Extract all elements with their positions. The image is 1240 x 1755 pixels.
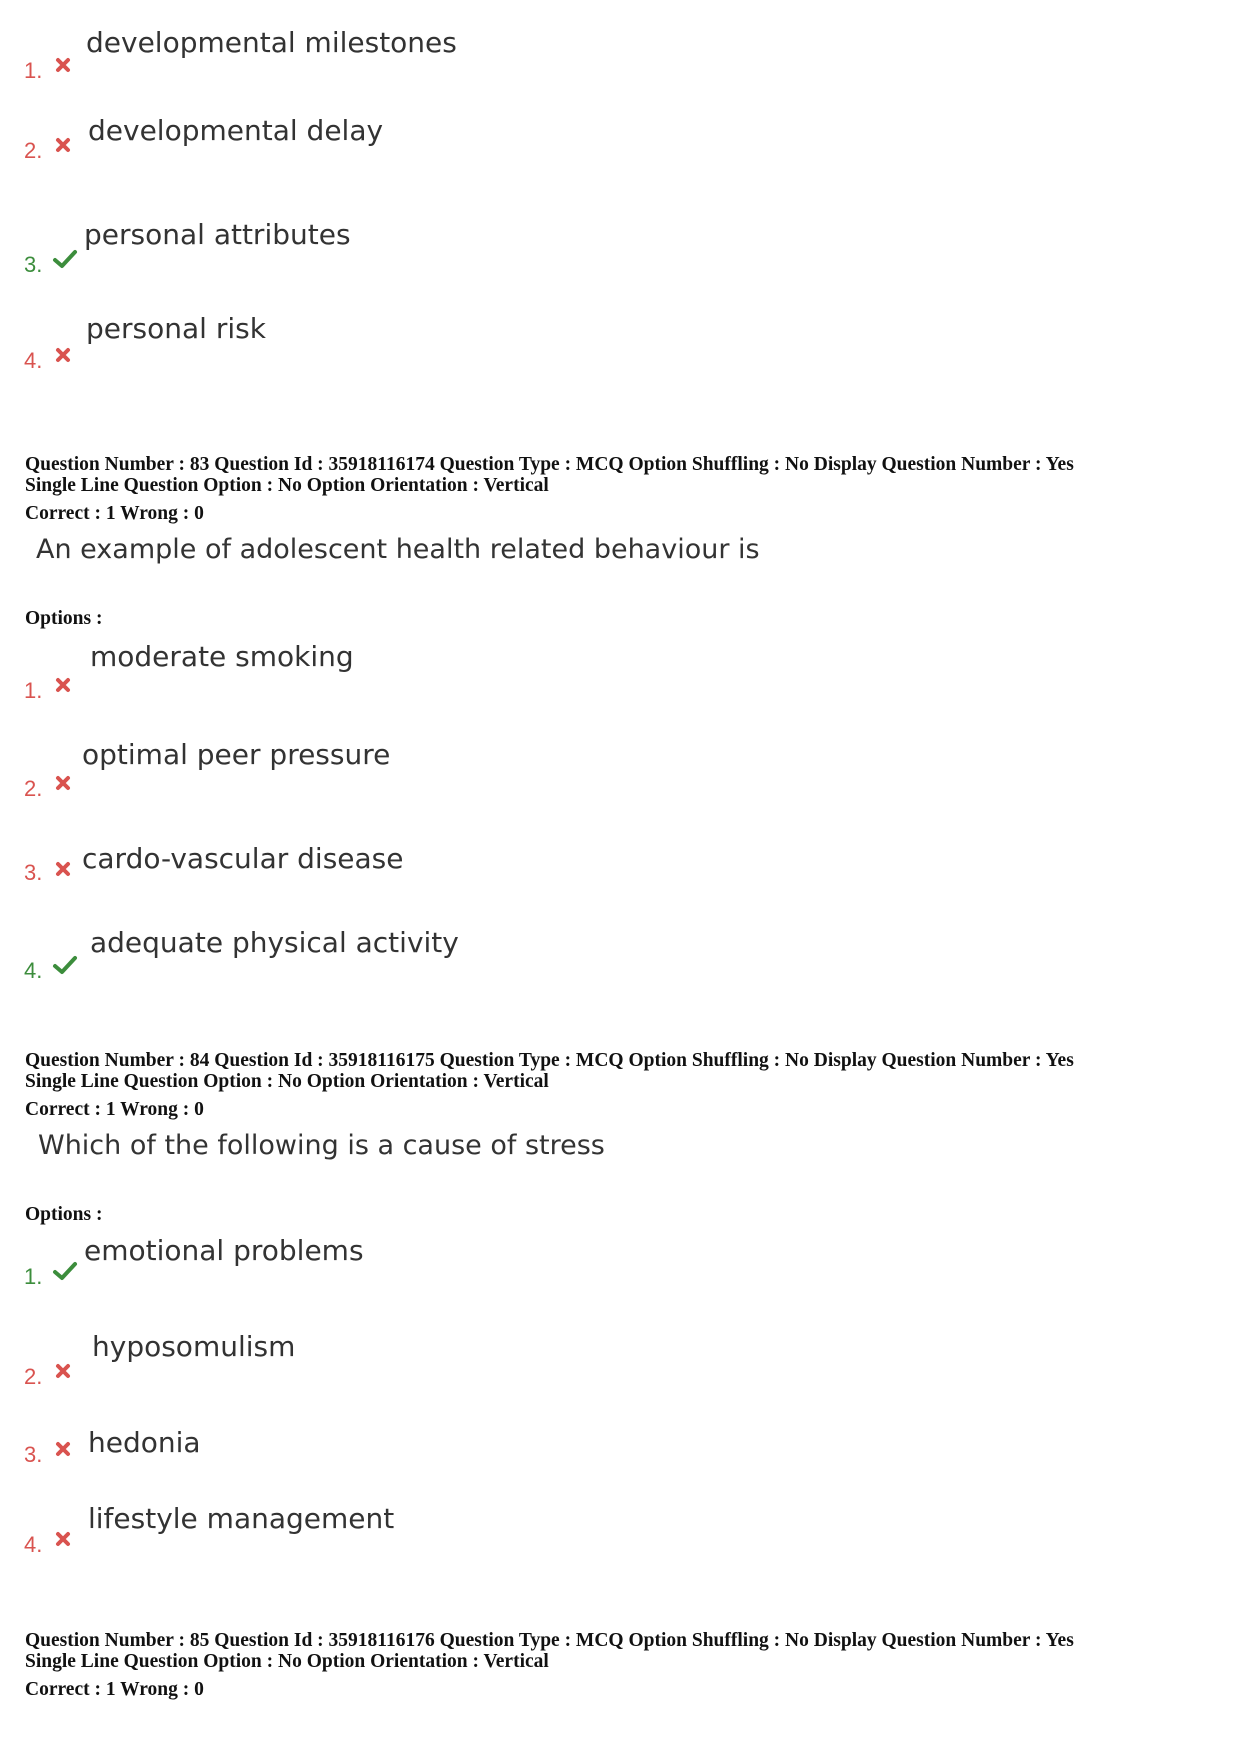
option-item	[0, 26, 1240, 100]
option-text: emotional problems	[84, 1234, 364, 1267]
question-meta-line1: Question Number : 84 Question Id : 35918116175 Question Type : MCQ Option Shuffling : No Display Question Number : Yes	[25, 1050, 1074, 1071]
option-text: personal risk	[86, 312, 266, 345]
cross-icon	[52, 772, 74, 794]
option-item	[0, 842, 1240, 912]
cross-icon	[52, 1360, 74, 1382]
option-text: hyposomulism	[92, 1330, 296, 1363]
option-number: 3.	[24, 1442, 43, 1467]
question-marks: Correct : 1 Wrong : 0	[25, 1679, 204, 1700]
option-text: personal attributes	[84, 218, 351, 251]
option-item	[0, 1234, 1240, 1304]
option-number: 1.	[24, 1264, 43, 1289]
option-number: 1.	[24, 678, 43, 703]
cross-icon	[52, 134, 74, 156]
options-label: Options :	[25, 1204, 103, 1225]
question-meta-line1: Question Number : 83 Question Id : 35918116174 Question Type : MCQ Option Shuffling : No Display Question Number : Yes	[25, 454, 1074, 475]
option-number: 3.	[24, 252, 43, 277]
question-meta-line2: Single Line Question Option : No Option Orientation : Vertical	[25, 1651, 549, 1672]
check-icon	[52, 1260, 78, 1282]
option-number: 2.	[24, 776, 43, 801]
option-text: hedonia	[88, 1426, 201, 1459]
cross-icon	[52, 54, 74, 76]
option-number: 2.	[24, 138, 43, 163]
cross-icon	[52, 858, 74, 880]
option-item	[0, 306, 1240, 376]
question-meta-line2: Single Line Question Option : No Option Orientation : Vertical	[25, 475, 549, 496]
cross-icon	[52, 1438, 74, 1460]
cross-icon	[52, 674, 74, 696]
option-text: moderate smoking	[90, 640, 354, 673]
options-label: Options :	[25, 608, 103, 629]
option-text: optimal peer pressure	[82, 738, 391, 771]
check-icon	[52, 954, 78, 976]
option-item	[0, 738, 1240, 808]
option-number: 4.	[24, 348, 43, 373]
question-meta-line2: Single Line Question Option : No Option Orientation : Vertical	[25, 1071, 549, 1092]
question-meta-line1: Question Number : 85 Question Id : 35918116176 Question Type : MCQ Option Shuffling : No Display Question Number : Yes	[25, 1630, 1074, 1651]
option-item	[0, 926, 1240, 996]
option-item	[0, 114, 1240, 188]
cross-icon	[52, 1528, 74, 1550]
option-text: cardo-vascular disease	[82, 842, 404, 875]
option-text: adequate physical activity	[90, 926, 459, 959]
option-item	[0, 640, 1240, 710]
check-icon	[52, 248, 78, 270]
option-item	[0, 1502, 1240, 1578]
option-text: developmental milestones	[86, 26, 457, 59]
question-marks: Correct : 1 Wrong : 0	[25, 1099, 204, 1120]
question-text: Which of the following is a cause of stress	[38, 1130, 605, 1161]
option-item	[0, 1428, 1240, 1498]
option-item	[0, 1330, 1240, 1400]
cross-icon	[52, 344, 74, 366]
option-text: developmental delay	[88, 114, 384, 147]
option-item	[0, 212, 1240, 282]
option-text: lifestyle management	[88, 1502, 395, 1535]
option-number: 4.	[24, 1532, 43, 1557]
option-number: 1.	[24, 58, 43, 83]
option-number: 2.	[24, 1364, 43, 1389]
option-number: 3.	[24, 860, 43, 885]
question-marks: Correct : 1 Wrong : 0	[25, 503, 204, 524]
question-text: An example of adolescent health related behaviour is	[36, 534, 760, 565]
option-number: 4.	[24, 958, 43, 983]
